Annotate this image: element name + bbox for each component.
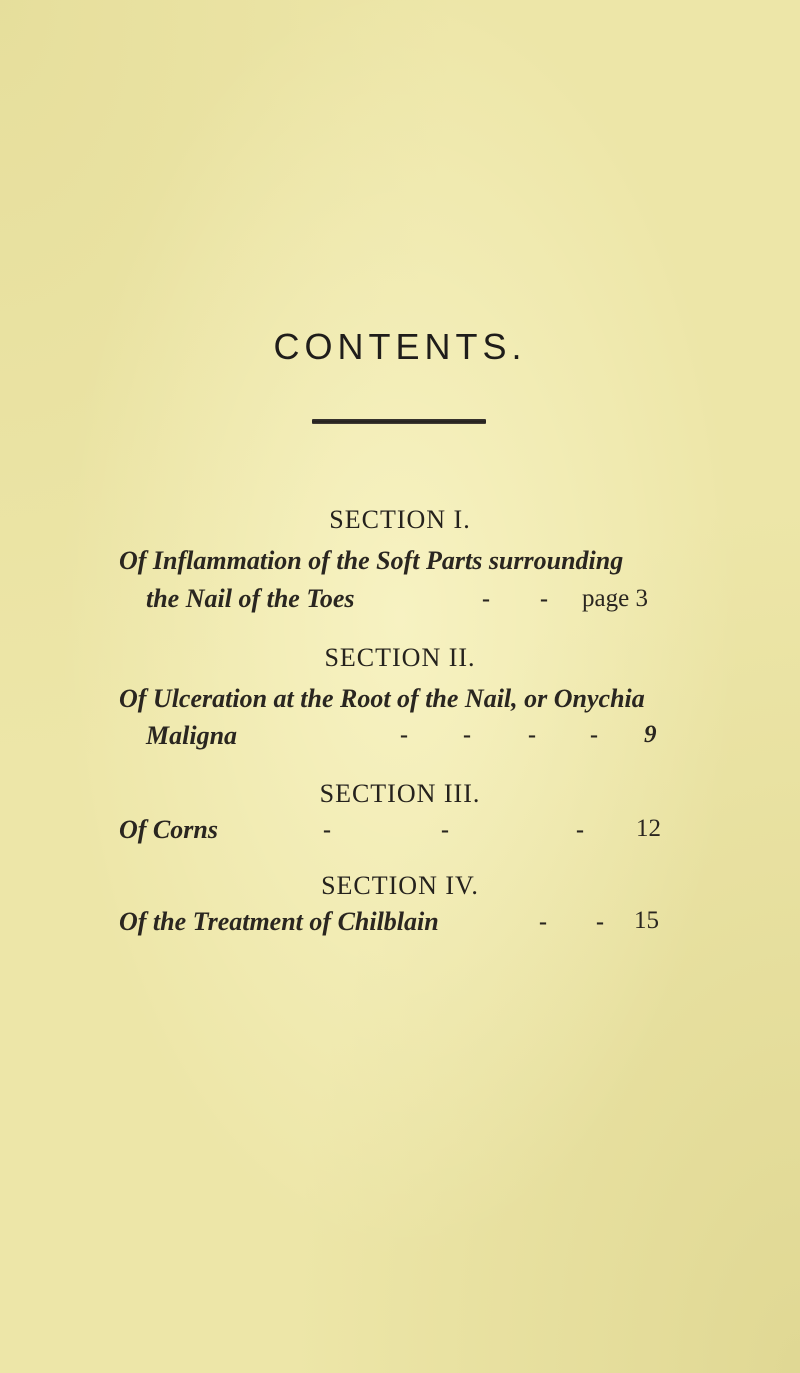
section-3-title: Of Corns xyxy=(119,815,218,844)
section-2-heading: SECTION II. xyxy=(324,643,476,672)
leader-dash: - xyxy=(323,817,331,843)
leader-dash: - xyxy=(482,586,490,612)
leader-dash: - xyxy=(540,586,548,612)
leader-dash: - xyxy=(539,909,547,935)
section-2-title-line-2: Maligna xyxy=(146,721,238,750)
leader-dash: - xyxy=(463,722,471,748)
section-4-heading: SECTION IV. xyxy=(321,871,479,900)
section-3-page-number: 12 xyxy=(636,815,661,842)
section-2-title-line-1: Of Ulceration at the Root of the Nail, or Onychia xyxy=(119,684,645,713)
section-1-heading: SECTION I. xyxy=(329,505,471,534)
leader-dash: - xyxy=(596,909,604,935)
section-1-title-line-1: Of Inflammation of the Soft Parts surrounding xyxy=(119,546,624,575)
section-3-heading: SECTION III. xyxy=(319,779,481,808)
leader-dash: - xyxy=(576,817,584,843)
section-1-title-line-2: the Nail of the Toes xyxy=(146,584,355,613)
section-4-page-number: 15 xyxy=(634,907,659,934)
leader-dash: - xyxy=(441,817,449,843)
section-2-page-number: 9 xyxy=(644,721,657,748)
title-rule xyxy=(312,419,486,424)
leader-dash: - xyxy=(528,722,536,748)
leader-dash: - xyxy=(590,722,598,748)
leader-dash: - xyxy=(400,722,408,748)
section-1-page-number: page 3 xyxy=(582,585,648,612)
page-title: CONTENTS. xyxy=(273,326,527,367)
section-4-title: Of the Treatment of Chilblain xyxy=(119,907,439,936)
